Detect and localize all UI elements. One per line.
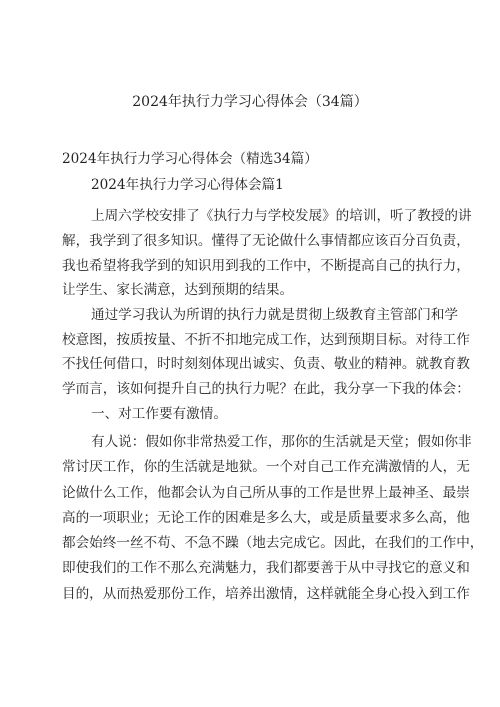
paragraph-line: 通过学习我认为所谓的执行力就是贯彻上级教育主管部门和学 — [91, 307, 459, 323]
section-heading: 2024年执行力学习心得体会篇1 — [91, 177, 284, 193]
paragraph-line: 即使我们的工作不那么充满魅力，我们都要善于从中寻找它的意义和 — [62, 560, 470, 576]
point-heading: 一、对工作要有激情。 — [91, 406, 227, 422]
paragraph-line: 常讨厌工作，你的生活就是地狱。一个对自己工作充满激情的人，无 — [62, 459, 470, 475]
paragraph-line: 论做什么工作，他都会认为自己所从事的工作是世界上最神圣、最崇 — [62, 485, 470, 501]
document-title: 2024年执行力学习心得体会（34篇） — [132, 94, 368, 110]
document-subtitle: 2024年执行力学习心得体会（精选34篇） — [62, 151, 318, 167]
paragraph-line: 让学生、家长满意，达到预期的结果。 — [62, 282, 294, 298]
paragraph-line: 学而言，该如何提升自己的执行力呢？在此，我分享一下我的体会： — [62, 381, 470, 397]
paragraph-line: 都会始终一丝不苟、不急不躁（地去完成它。因此，在我们的工作中， — [62, 535, 484, 551]
paragraph-line: 不找任何借口，时时刻刻体现出诚实、负责、敬业的精神。就教育教 — [62, 356, 470, 372]
paragraph-line: 我也希望将我学到的知识用到我的工作中，不断提高自己的执行力， — [62, 258, 470, 274]
paragraph-line: 高的一项职业；无论工作的困难是多么大，或是质量要求多么高，他 — [62, 510, 470, 526]
paragraph-line: 解，我学到了很多知识。懂得了无论做什么事情都应该百分百负责， — [62, 233, 470, 249]
paragraph-line: 校意图，按质按量、不折不扣地完成工作，达到预期目标。对待工作 — [62, 332, 470, 348]
paragraph-line: 上周六学校安排了《执行力与学校发展》的培训，听了教授的讲 — [91, 208, 472, 224]
paragraph-line: 有人说：假如你非常热爱工作，那你的生活就是天堂；假如你非 — [91, 434, 472, 450]
paragraph-line: 目的，从而热爱那份工作，培养出激情，这样就能全身心投入到工作 — [62, 586, 470, 602]
